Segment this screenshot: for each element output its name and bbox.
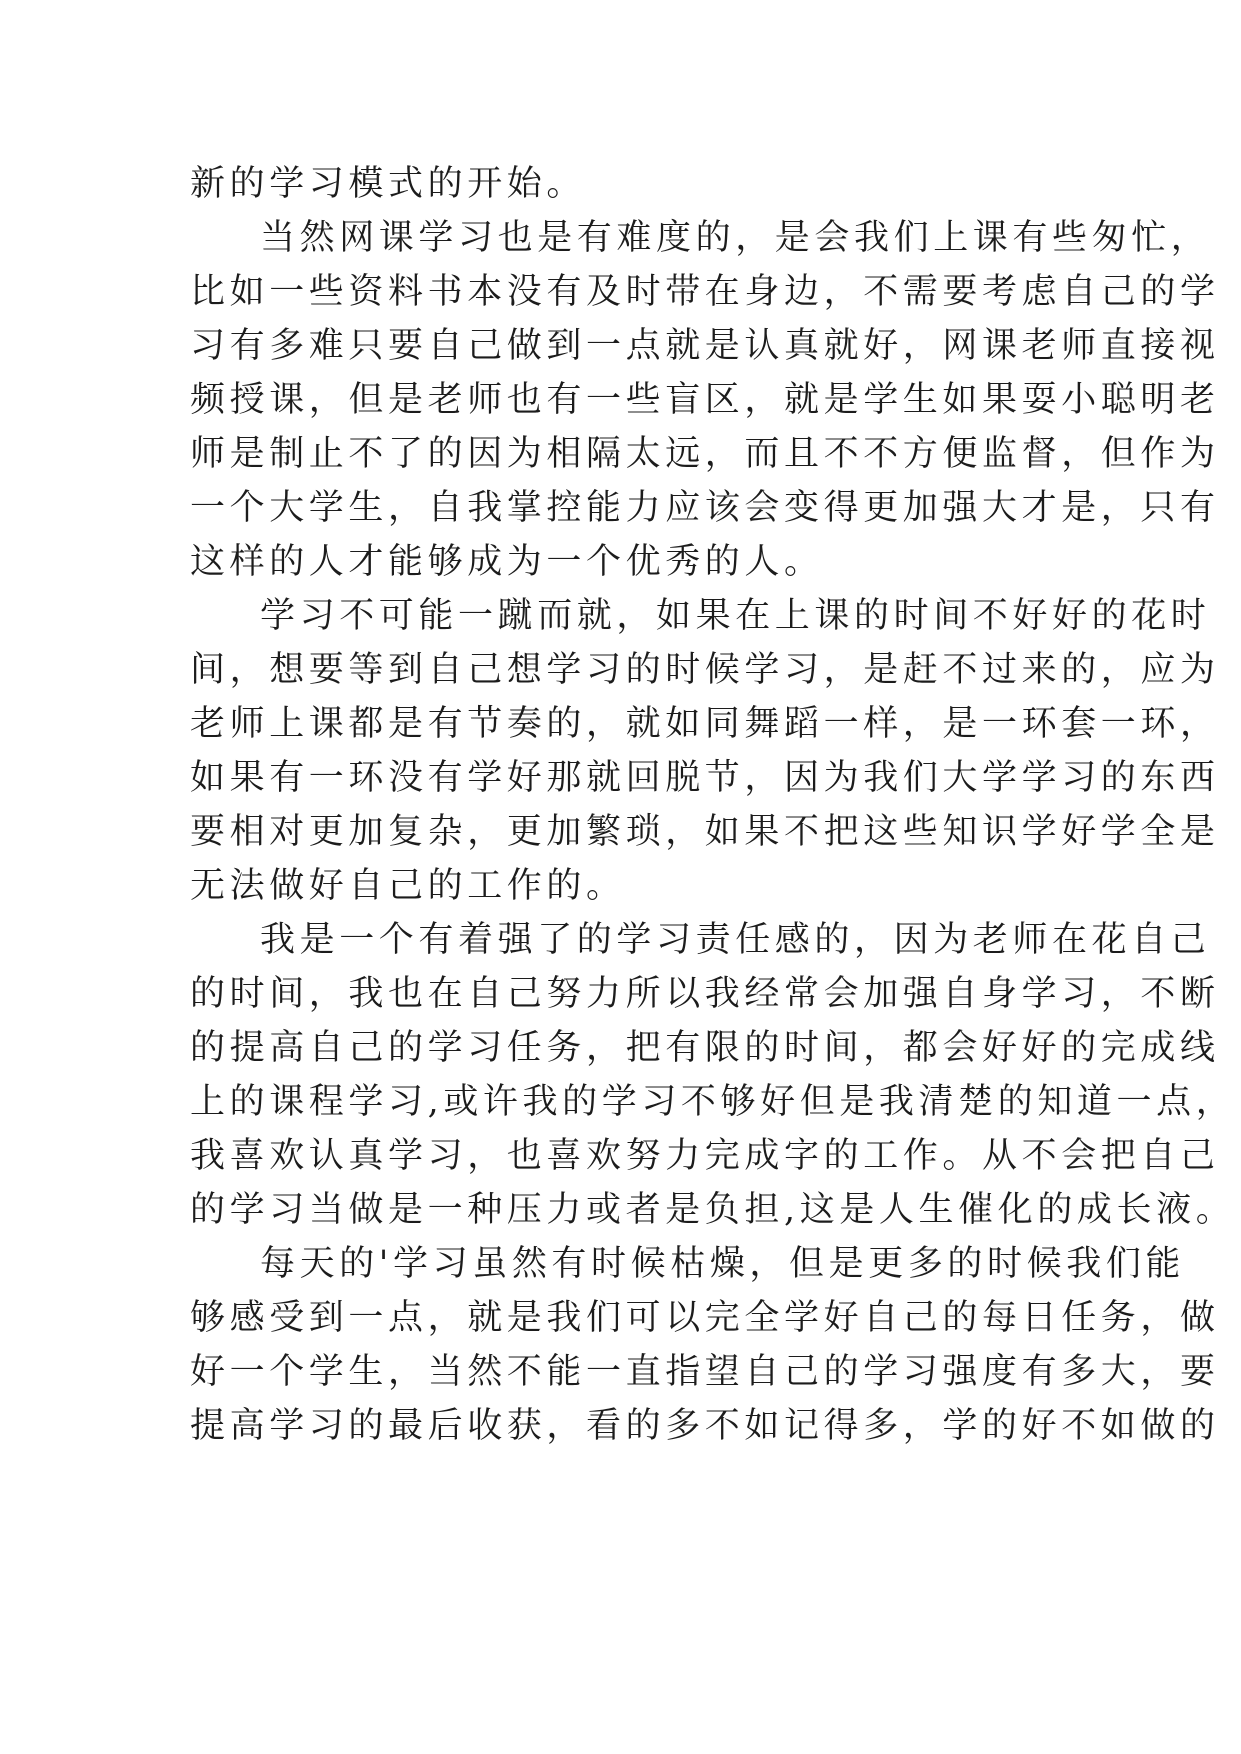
text-line: 当然网课学习也是有难度的，是会我们上课有些匆忙， [260,218,1211,258]
text-line: 老师上课都是有节奏的，就如同舞蹈一样，是一环套一环， [190,704,1220,744]
text-line: 无法做好自己的工作的。 [190,866,626,906]
text-line: 这样的人才能够成为一个优秀的人。 [190,542,824,582]
text-line: 学习不可能一蹴而就，如果在上课的时间不好好的花时 [260,596,1211,636]
text-line: 要相对更加复杂，更加繁琐，如果不把这些知识学好学全是 [190,812,1220,852]
text-line: 每天的'学习虽然有时候枯燥，但是更多的时候我们能 [260,1244,1186,1284]
text-line: 我喜欢认真学习，也喜欢努力完成字的工作。从不会把自己 [190,1136,1220,1176]
text-line: 比如一些资料书本没有及时带在身边，不需要考虑自己的学 [190,272,1220,312]
text-line: 如果有一环没有学好那就回脱节，因为我们大学学习的东西 [190,758,1220,798]
text-line: 够感受到一点，就是我们可以完全学好自己的每日任务，做 [190,1298,1220,1338]
text-line: 上的课程学习,或许我的学习不够好但是我清楚的知道一点， [190,1082,1236,1122]
text-line: 的提高自己的学习任务，把有限的时间，都会好好的完成线 [190,1028,1220,1068]
paragraph-1 [190,157,1070,211]
text-line: 师是制止不了的因为相隔太远，而且不不方便监督，但作为 [190,434,1220,474]
text-line: 习有多难只要自己做到一点就是认真就好，网课老师直接视 [190,326,1220,366]
text-line: 间，想要等到自己想学习的时候学习，是赶不过来的，应为 [190,650,1220,690]
text-line: 提高学习的最后收获，看的多不如记得多，学的好不如做的 [190,1406,1220,1446]
text-line: 频授课，但是老师也有一些盲区，就是学生如果耍小聪明老 [190,380,1220,420]
paragraph-5 [190,1237,1220,1453]
text-line: 新的学习模式的开始。 [190,164,587,204]
text-line: 我是一个有着强了的学习责任感的，因为老师在花自己 [260,920,1211,960]
text-line: 一个大学生，自我掌控能力应该会变得更加强大才是，只有 [190,488,1220,528]
text-line: 好一个学生，当然不能一直指望自己的学习强度有多大，要 [190,1352,1220,1392]
paragraph-4 [190,913,1236,1237]
paragraph-3 [190,589,1220,913]
paragraph-2 [190,211,1220,589]
text-line: 的时间，我也在自己努力所以我经常会加强自身学习，不断 [190,974,1220,1014]
body-text [190,157,1236,1453]
text-line: 的学习当做是一种压力或者是负担,这是人生催化的成长液。 [190,1190,1236,1230]
